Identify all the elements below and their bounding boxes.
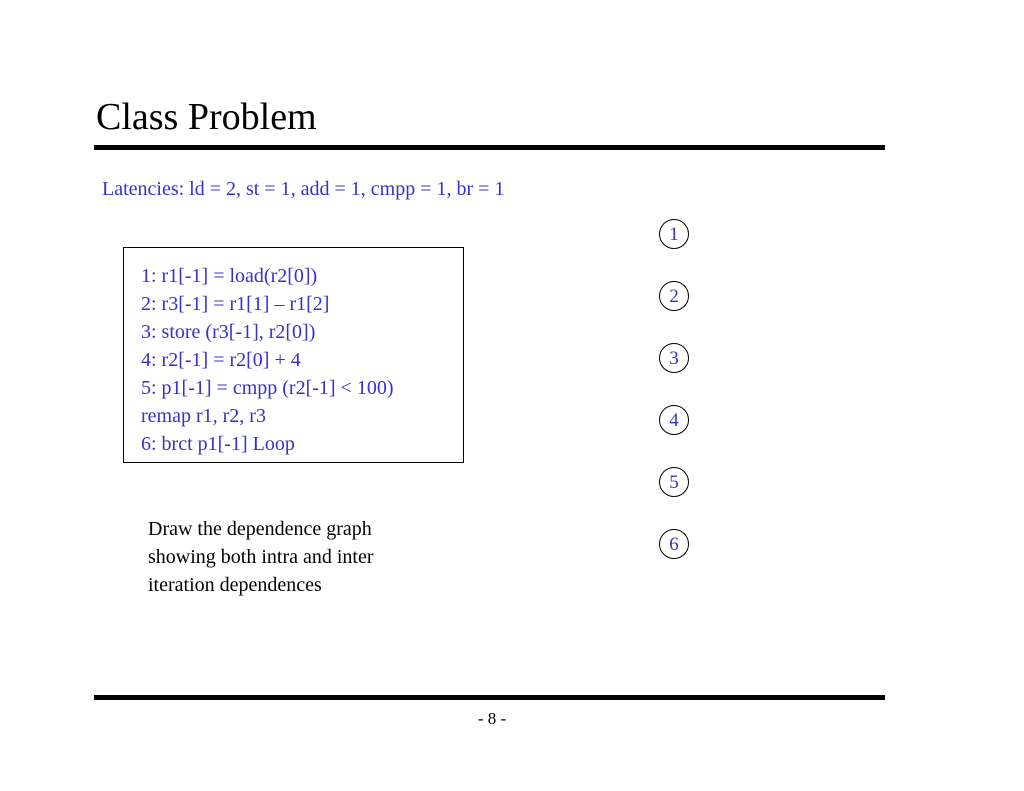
instruction-line-1: Draw the dependence graph (148, 518, 372, 540)
code-line-remap: remap r1, r2, r3 (141, 405, 266, 427)
code-line-2: 2: r3[-1] = r1[1] – r1[2] (141, 293, 330, 315)
page-number: - 8 - (477, 709, 507, 728)
instruction-line-3: iteration dependences (148, 574, 322, 596)
instruction-text (148, 515, 448, 599)
graph-node-4: 4 (659, 405, 689, 435)
graph-node-1: 1 (659, 219, 689, 249)
graph-node-3: 3 (659, 343, 689, 373)
footer-divider (94, 695, 885, 700)
graph-node-6: 6 (659, 529, 689, 559)
instruction-line-2: showing both intra and inter (148, 546, 374, 568)
code-listing (141, 262, 394, 458)
slide-title: Class Problem (96, 96, 317, 138)
title-divider (94, 145, 885, 150)
code-line-6: 6: brct p1[-1] Loop (141, 433, 295, 455)
code-box (123, 247, 464, 463)
latencies-text: Latencies: ld = 2, st = 1, add = 1, cmpp = 1, br = 1 (102, 178, 505, 200)
code-line-1: 1: r1[-1] = load(r2[0]) (141, 265, 318, 287)
graph-node-2: 2 (659, 281, 689, 311)
code-line-5: 5: p1[-1] = cmpp (r2[-1] < 100) (141, 377, 394, 399)
code-line-3: 3: store (r3[-1], r2[0]) (141, 321, 316, 343)
code-line-4: 4: r2[-1] = r2[0] + 4 (141, 349, 301, 371)
graph-node-5: 5 (659, 467, 689, 497)
